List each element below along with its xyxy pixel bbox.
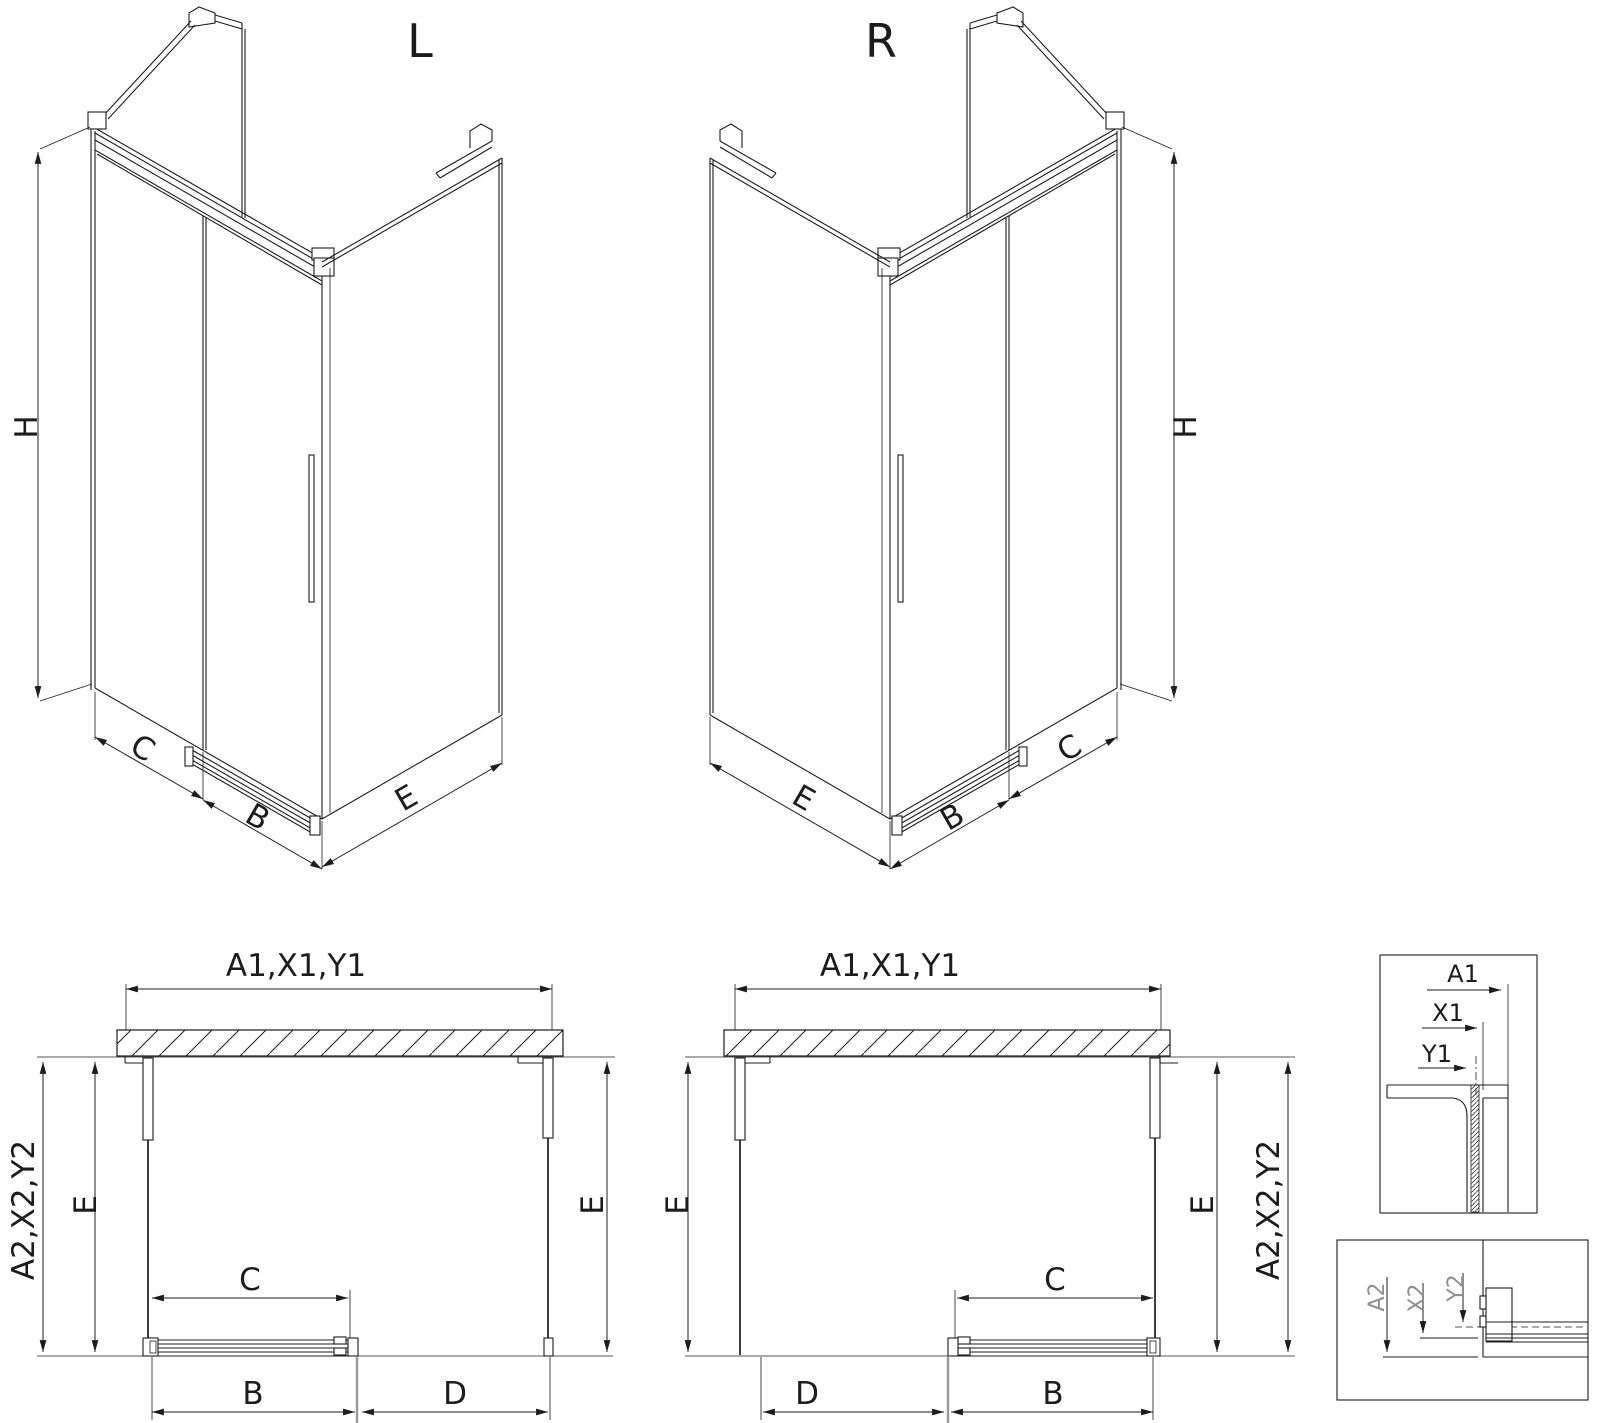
view-title-left: L (407, 14, 433, 68)
detail-view-top (1380, 955, 1537, 1213)
plan-view-left (6, 948, 615, 1423)
dim-side-left-label: E (660, 1195, 696, 1215)
wall-profile-section (1486, 1288, 1512, 1341)
dim-opening-label: C (124, 727, 161, 770)
detail-y1-label: Y1 (1422, 1040, 1452, 1068)
iso-view-right (710, 7, 1204, 869)
dim-door-label: B (934, 796, 971, 839)
view-title-right: R (865, 14, 897, 68)
door-handle (898, 455, 903, 602)
ceiling-bracket-icon (997, 7, 1023, 27)
glass-clamp (1106, 112, 1124, 129)
dim-side-left-label: E (68, 1195, 104, 1215)
support-bar (104, 21, 195, 119)
detail-frame (1380, 955, 1537, 1213)
dim-outer-depth-label: A2,X2,Y2 (6, 1139, 42, 1281)
wall-bracket-icon (720, 124, 742, 148)
dim-door-label: B (1042, 1376, 1064, 1412)
wall-section (724, 1030, 1170, 1056)
dim-fixed-label: D (795, 1376, 819, 1412)
dim-fixed-label: D (443, 1376, 467, 1412)
dim-height-label: H (9, 415, 45, 439)
dim-opening-label: C (1051, 727, 1088, 770)
dim-door-label: B (239, 796, 276, 839)
dim-side-label: E (786, 777, 821, 819)
dim-side-label: E (389, 777, 424, 819)
detail-a2-label: A2 (1365, 1282, 1390, 1312)
wall-profile (143, 1058, 153, 1140)
dim-width-label: A1,X1,Y1 (819, 948, 961, 984)
dim-side-right-label: E (1185, 1195, 1221, 1215)
wall-profile (735, 1058, 745, 1140)
detail-x2-label: X2 (1405, 1283, 1430, 1313)
wall-profile (1150, 1058, 1160, 1138)
dim-door-label: B (242, 1376, 264, 1412)
dim-width-label: A1,X1,Y1 (225, 948, 367, 984)
plan-view-right (660, 948, 1295, 1423)
wall-profile (543, 1058, 553, 1138)
detail-a1-label: A1 (1447, 960, 1479, 988)
wall-bracket-icon (470, 124, 492, 148)
detail-y2-label: Y2 (1444, 1274, 1469, 1302)
glass-section (1471, 1085, 1479, 1212)
dim-outer-depth-label: A2,X2,Y2 (1251, 1139, 1287, 1281)
glass-clamp (88, 112, 106, 129)
dim-height-label: H (1168, 415, 1204, 439)
dim-opening-label: C (239, 1262, 261, 1298)
door-section (158, 1340, 348, 1352)
wall-section (117, 1030, 563, 1056)
support-bar (1017, 21, 1108, 119)
dim-side-right-label: E (575, 1195, 611, 1215)
ceiling-bracket-icon (189, 7, 215, 27)
detail-x1-label: X1 (1432, 999, 1464, 1027)
dim-opening-label: C (1044, 1262, 1066, 1298)
detail-view-bottom (1337, 1240, 1588, 1400)
iso-view-left (9, 7, 502, 869)
door-section (958, 1340, 1147, 1352)
door-handle (309, 455, 314, 602)
